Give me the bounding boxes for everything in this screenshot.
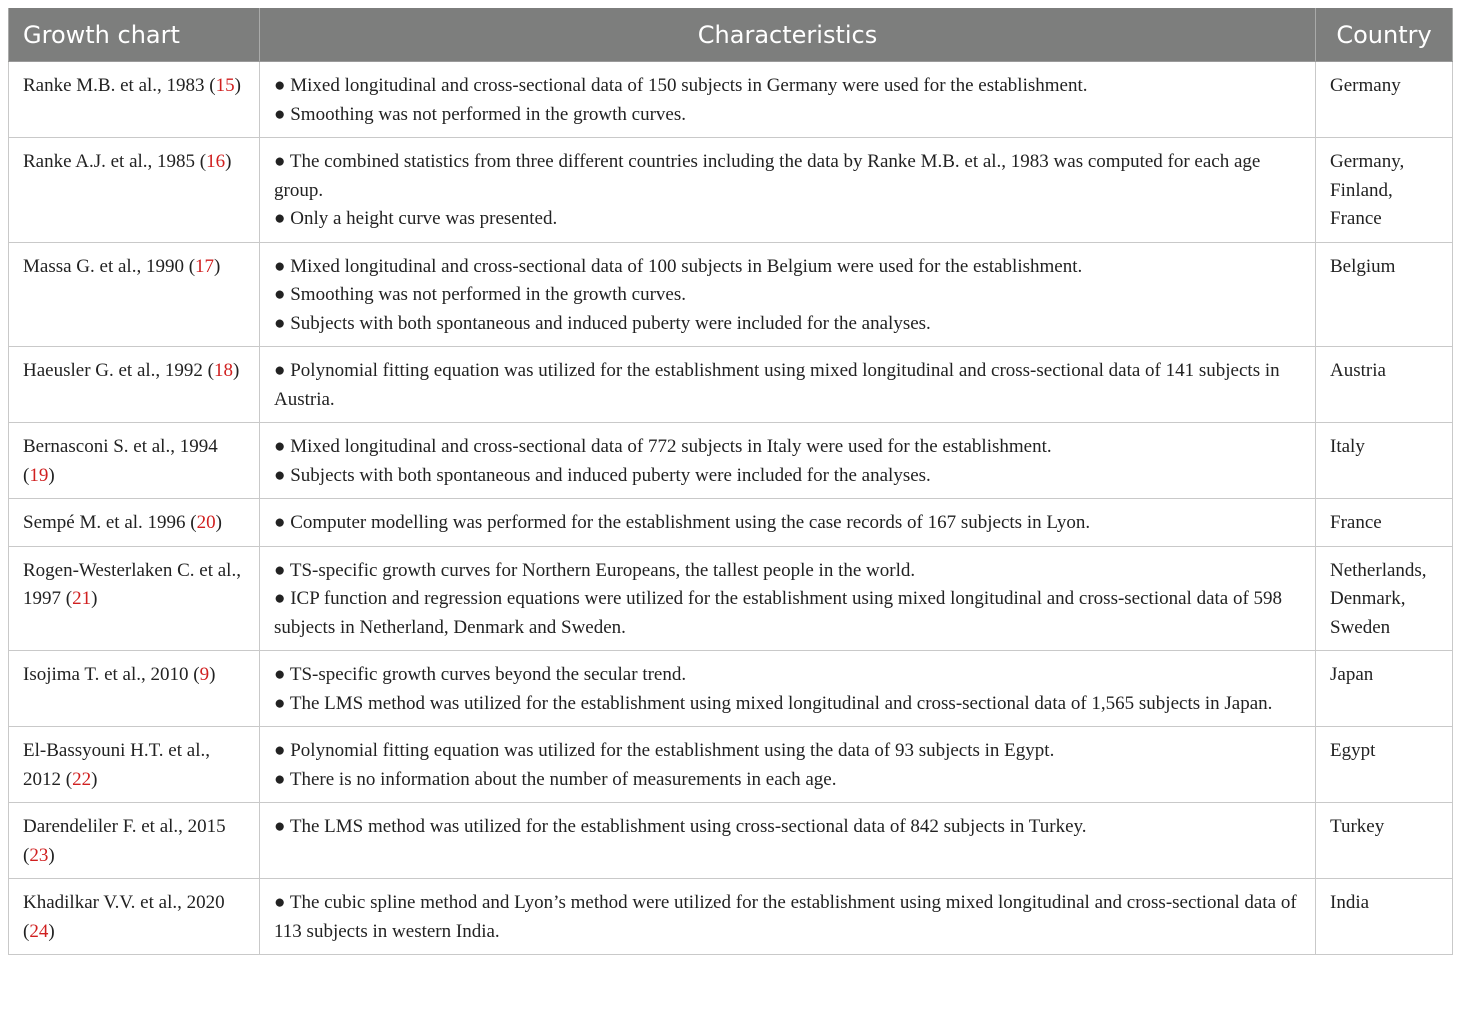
characteristics-cell [260, 138, 1316, 243]
table-row [9, 138, 1453, 243]
growth-chart-cell: Ranke M.B. et al., 1983 (15) [9, 62, 260, 138]
reference-link[interactable]: 19 [29, 464, 49, 486]
growth-chart-cell: Sempé M. et al. 1996 (20) [9, 499, 260, 547]
growth-chart-cell: Isojima T. et al., 2010 (9) [9, 651, 260, 727]
reference-link[interactable]: 20 [196, 512, 216, 533]
table-body [9, 62, 1453, 955]
header-characteristics: Characteristics [260, 8, 1316, 62]
country-name: Germany [1330, 75, 1401, 96]
reference-link[interactable]: 16 [206, 151, 226, 172]
country-name: Turkey [1330, 816, 1385, 837]
reference-link[interactable]: 24 [29, 920, 49, 942]
characteristic-bullet: ● ICP function and regression equations were utilized for the establishment using mixed longitudinal and cross-sectional data of 598 subjects in Netherland, Denmark and Sweden. [274, 588, 1283, 638]
table-row [9, 423, 1453, 499]
characteristic-bullet: ● Only a height curve was presented. [274, 208, 558, 229]
growth-chart-cell: El-Bassyouni H.T. et al., 2012 (22) [9, 727, 260, 803]
characteristics-cell [260, 62, 1316, 138]
country-cell [1316, 727, 1453, 803]
reference-link[interactable]: 9 [199, 664, 210, 685]
country-cell [1316, 423, 1453, 499]
growth-chart-cell: Haeusler G. et al., 1992 (18) [9, 347, 260, 423]
country-name: Egypt [1330, 740, 1376, 761]
reference-link[interactable]: 23 [29, 844, 49, 866]
author-text: Sempé M. et al. 1996 [23, 512, 186, 533]
country-cell [1316, 62, 1453, 138]
characteristics-cell [260, 879, 1316, 955]
growth-chart-cell: Ranke A.J. et al., 1985 (16) [9, 138, 260, 243]
country-cell [1316, 651, 1453, 727]
characteristic-bullet: ● Polynomial fitting equation was utilized for the establishment using the data of 93 subjects in Egypt. [274, 740, 1055, 761]
country-cell [1316, 879, 1453, 955]
characteristics-cell [260, 423, 1316, 499]
author-text: Bernasconi S. et al., 1994 [23, 436, 218, 457]
country-cell [1316, 499, 1453, 547]
characteristic-bullet: ● Mixed longitudinal and cross-sectional data of 100 subjects in Belgium were used for the establishment. [274, 255, 1083, 277]
characteristic-bullet: ● The combined statistics from three different countries including the data by Ranke M.B. et al., 1983 was computed for each age group. [274, 151, 1261, 201]
characteristic-bullet: ● TS-specific growth curves for Northern Europeans, the tallest people in the world. [274, 559, 916, 581]
characteristics-cell [260, 727, 1316, 803]
header-row [9, 8, 1453, 62]
country-name: France [1330, 208, 1382, 229]
author-text: Khadilkar V.V. et al., 2020 [23, 892, 225, 913]
characteristic-bullet: ● Mixed longitudinal and cross-sectional data of 150 subjects in Germany were used for the establishment. [274, 75, 1088, 96]
header-growth-chart: Growth chart [9, 8, 260, 62]
reference-link[interactable]: 18 [214, 360, 233, 381]
country-name: Denmark, [1330, 588, 1406, 609]
characteristics-cell [260, 499, 1316, 547]
growth-chart-cell: Bernasconi S. et al., 1994 (19) [9, 423, 260, 499]
country-cell [1316, 347, 1453, 423]
growth-chart-table [8, 8, 1453, 955]
table-row [9, 803, 1453, 879]
country-name: India [1330, 892, 1370, 913]
characteristic-bullet: ● Subjects with both spontaneous and induced puberty were included for the analyses. [274, 464, 931, 486]
growth-chart-cell: Massa G. et al., 1990 (17) [9, 242, 260, 347]
table-row [9, 879, 1453, 955]
author-text: Darendeliler F. et al., 2015 [23, 816, 226, 837]
characteristic-bullet: ● Computer modelling was performed for the establishment using the case records of 167 subjects in Lyon. [274, 512, 1091, 533]
reference-link[interactable]: 22 [72, 768, 92, 790]
characteristic-bullet: ● TS-specific growth curves beyond the secular trend. [274, 664, 687, 685]
characteristics-cell [260, 242, 1316, 347]
characteristic-bullet: ● The LMS method was utilized for the establishment using cross-sectional data of 842 subjects in Turkey. [274, 816, 1087, 837]
characteristics-cell [260, 347, 1316, 423]
author-text: Haeusler G. et al., 1992 [23, 360, 203, 381]
table-header [9, 8, 1453, 62]
characteristic-bullet: ● Mixed longitudinal and cross-sectional data of 772 subjects in Italy were used for the establishment. [274, 436, 1052, 457]
characteristic-bullet: ● Subjects with both spontaneous and induced puberty were included for the analyses. [274, 312, 931, 334]
country-cell [1316, 138, 1453, 243]
reference-link[interactable]: 15 [215, 75, 235, 96]
country-name: Netherlands, [1330, 559, 1427, 581]
country-cell [1316, 546, 1453, 651]
header-country: Country [1316, 8, 1453, 62]
characteristics-cell [260, 651, 1316, 727]
country-name: France [1330, 512, 1382, 533]
reference-link[interactable]: 17 [195, 255, 215, 277]
table-row [9, 242, 1453, 347]
growth-chart-cell: Darendeliler F. et al., 2015 (23) [9, 803, 260, 879]
table-row [9, 546, 1453, 651]
author-text: El-Bassyouni H.T. et al., 2012 [23, 740, 210, 790]
country-name: Japan [1330, 664, 1374, 685]
reference-link[interactable]: 21 [72, 588, 92, 609]
table-row [9, 499, 1453, 547]
growth-chart-cell: Khadilkar V.V. et al., 2020 (24) [9, 879, 260, 955]
characteristic-bullet: ● Smoothing was not performed in the growth curves. [274, 103, 686, 125]
characteristics-cell [260, 546, 1316, 651]
author-text: Ranke M.B. et al., 1983 [23, 75, 205, 96]
table-row [9, 347, 1453, 423]
table-row [9, 727, 1453, 803]
country-name: Belgium [1330, 255, 1396, 277]
characteristic-bullet: ● The cubic spline method and Lyon’s method were utilized for the establishment using mixed longitudinal and cross-sectional data of 113 subjects in western India. [274, 892, 1297, 942]
country-name: Finland, [1330, 179, 1393, 201]
characteristic-bullet: ● Smoothing was not performed in the growth curves. [274, 284, 686, 305]
table-row [9, 62, 1453, 138]
author-text: Rogen-Westerlaken C. et al., 1997 [23, 559, 241, 609]
table-row [9, 651, 1453, 727]
characteristics-cell [260, 803, 1316, 879]
characteristic-bullet: ● The LMS method was utilized for the establishment using mixed longitudinal and cross-sectional data of 1,565 subjects in Japan. [274, 692, 1273, 714]
author-text: Isojima T. et al., 2010 [23, 664, 189, 685]
country-name: Germany, [1330, 151, 1405, 172]
country-name: Italy [1330, 436, 1365, 457]
characteristic-bullet: ● Polynomial fitting equation was utilized for the establishment using mixed longitudinal and cross-sectional data of 141 subjects in Austria. [274, 360, 1280, 410]
country-cell [1316, 803, 1453, 879]
characteristic-bullet: ● There is no information about the number of measurements in each age. [274, 768, 837, 790]
author-text: Ranke A.J. et al., 1985 [23, 151, 196, 172]
country-cell [1316, 242, 1453, 347]
country-name: Sweden [1330, 616, 1391, 638]
country-name: Austria [1330, 360, 1386, 381]
growth-chart-cell: Rogen-Westerlaken C. et al., 1997 (21) [9, 546, 260, 651]
author-text: Massa G. et al., 1990 [23, 255, 184, 277]
